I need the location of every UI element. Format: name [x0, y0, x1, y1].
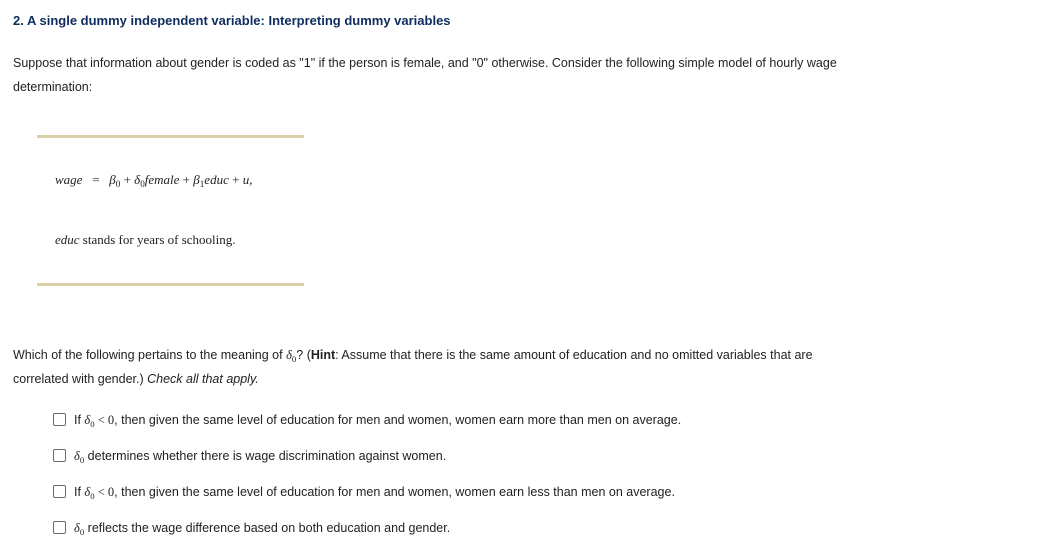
definition-variable: educ: [55, 232, 80, 247]
eq-beta0-sub: 0: [115, 179, 121, 189]
answer-option-3-checkbox[interactable]: [53, 485, 66, 498]
option-1-prefix: If: [74, 413, 85, 427]
answer-option-1-label[interactable]: [74, 408, 681, 432]
option-1-delta-symbol: δ: [84, 413, 91, 427]
section-title: 2. A single dummy independent variable: Interpreting dummy variables: [13, 13, 451, 28]
eq-u: u: [242, 172, 250, 187]
question-line-2: correlated with gender.): [13, 372, 148, 386]
eq-delta0: δ: [134, 172, 141, 187]
eq-beta1: β: [193, 172, 200, 187]
option-1-text: , then given the same level of education for men and women, women earn more than men on average.: [114, 413, 682, 427]
eq-wage: wage: [55, 172, 83, 187]
educ-definition: [55, 232, 236, 248]
wage-equation: [55, 172, 252, 188]
option-3-condition: < 0: [94, 485, 115, 499]
hint-text: : Assume that there is the same amount of education and no omitted variables that are: [335, 348, 813, 362]
eq-equals: =: [92, 172, 100, 187]
question-after-symbol: ? (: [296, 348, 311, 362]
answer-option-1-checkbox[interactable]: [53, 413, 66, 426]
eq-plus-2: +: [182, 172, 191, 187]
answer-option-3[interactable]: [53, 480, 681, 516]
option-3-delta-symbol: δ: [84, 485, 91, 499]
option-2-delta-sub: 0: [79, 455, 85, 465]
answer-option-4-checkbox[interactable]: [53, 521, 66, 534]
intro-line-1: Suppose that information about gender is coded as "1" if the person is female, and "0" otherwise. Consider the following simple model of hourly wage: [13, 56, 837, 70]
eq-delta0-sub: 0: [140, 179, 145, 189]
question-delta-sub: 0: [291, 354, 297, 364]
equation-box-top-rule: [37, 135, 304, 138]
equation-box-bottom-rule: [37, 283, 304, 286]
eq-beta0: β: [109, 172, 116, 187]
hint-label: Hint: [310, 348, 336, 362]
eq-female: female: [144, 172, 180, 187]
question-instruction: Check all that apply.: [147, 372, 259, 386]
option-3-text: , then given the same level of education for men and women, women earn less than men on average.: [114, 485, 675, 499]
option-2-delta-symbol: δ: [74, 449, 80, 463]
answer-option-4[interactable]: [53, 516, 681, 552]
eq-educ: educ: [204, 172, 229, 187]
question-prefix: Which of the following pertains to the meaning of: [13, 348, 287, 362]
option-4-delta-sub: 0: [79, 527, 85, 537]
eq-beta1-sub: 1: [199, 179, 205, 189]
eq-plus-3: +: [232, 172, 240, 187]
answer-option-3-label[interactable]: [74, 480, 675, 504]
intro-paragraph: [13, 51, 1013, 99]
definition-text: stands for years of schooling.: [82, 232, 236, 247]
question-prompt: [13, 343, 1013, 391]
answer-option-2[interactable]: [53, 444, 681, 480]
intro-line-2: determination:: [13, 80, 93, 94]
option-1-delta-sub: 0: [90, 419, 95, 429]
option-3-delta-sub: 0: [90, 491, 95, 501]
answer-option-2-checkbox[interactable]: [53, 449, 66, 462]
question-delta-symbol: δ: [286, 348, 292, 362]
answer-option-4-label[interactable]: [74, 516, 450, 540]
answer-options: [53, 408, 681, 552]
eq-plus-1: +: [123, 172, 131, 187]
option-2-text: determines whether there is wage discrimination against women.: [84, 449, 447, 463]
option-1-condition: < 0: [94, 413, 115, 427]
answer-option-2-label[interactable]: [74, 444, 446, 468]
option-4-text: reflects the wage difference based on both education and gender.: [84, 521, 451, 535]
option-4-delta-symbol: δ: [74, 521, 80, 535]
option-3-prefix: If: [74, 485, 85, 499]
answer-option-1[interactable]: [53, 408, 681, 444]
eq-comma: ,: [249, 172, 253, 187]
